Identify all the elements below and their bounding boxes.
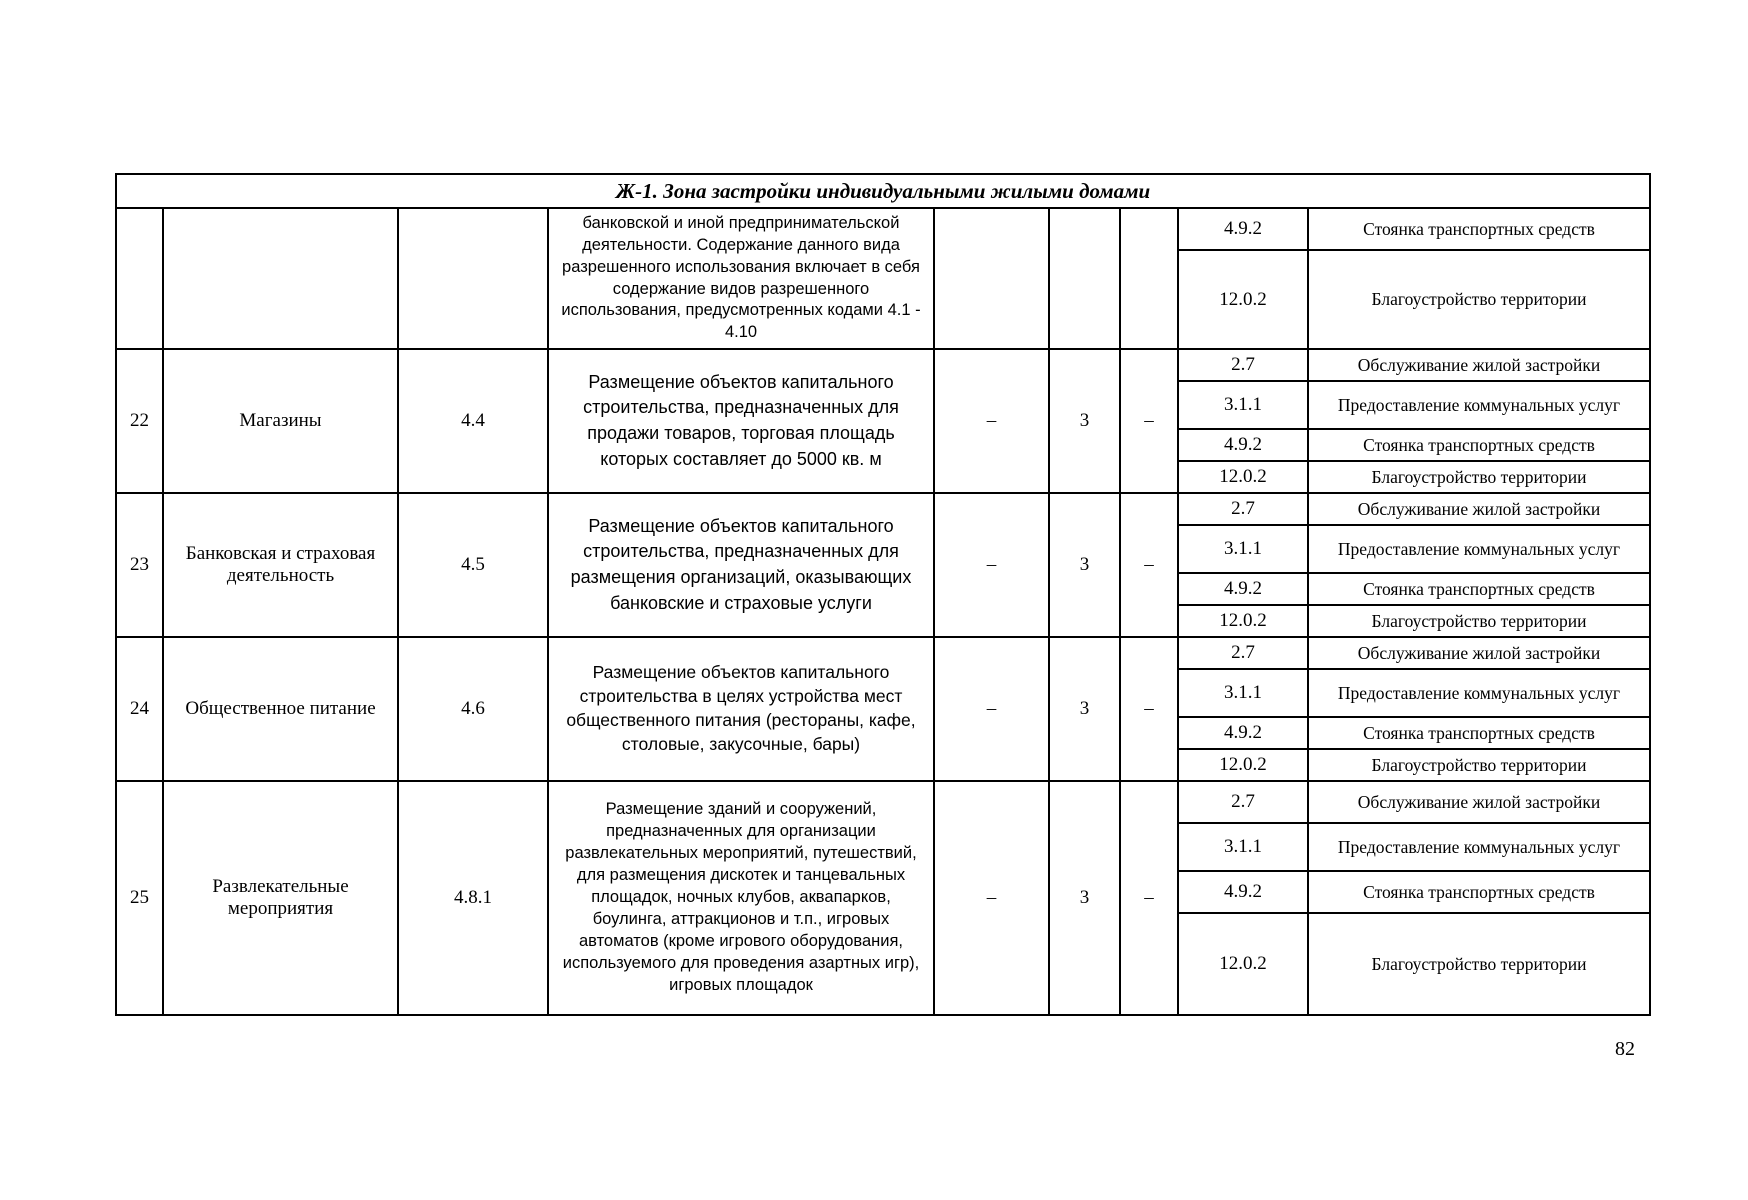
aux-use-code: 4.9.2 — [1178, 573, 1308, 605]
aux-use-code: 2.7 — [1178, 349, 1308, 381]
use-name: Магазины — [163, 349, 398, 493]
row-number — [116, 208, 163, 349]
table-row — [116, 349, 1650, 381]
page-number: 82 — [1615, 1038, 1635, 1060]
use-name — [163, 208, 398, 349]
aux-use-code: 3.1.1 — [1178, 525, 1308, 573]
use-code: 4.6 — [398, 637, 548, 781]
aux-use-name: Благоустройство территории — [1308, 605, 1650, 637]
aux-use-code: 12.0.2 — [1178, 913, 1308, 1015]
row-number: 25 — [116, 781, 163, 1015]
aux-use-code: 12.0.2 — [1178, 749, 1308, 781]
use-code: 4.8.1 — [398, 781, 548, 1015]
aux-use-code: 12.0.2 — [1178, 605, 1308, 637]
zone-table — [115, 173, 1651, 1016]
param-2: 3 — [1049, 781, 1120, 1015]
aux-use-name: Обслуживание жилой застройки — [1308, 493, 1650, 525]
use-description: Размещение объектов капитального строительства, предназначенных для размещения организаций, оказывающих банковские и страховые услуги — [548, 493, 934, 637]
aux-use-name: Предоставление коммунальных услуг — [1308, 525, 1650, 573]
aux-use-code: 12.0.2 — [1178, 461, 1308, 493]
use-description: банковской и иной предпринимательской деятельности. Содержание данного вида разрешенного использования включает в себя содержание видов разрешенного использования, предусмотренных кодами 4.1 - 4.10 — [548, 208, 934, 349]
param-2: 3 — [1049, 493, 1120, 637]
aux-use-name: Благоустройство территории — [1308, 749, 1650, 781]
param-2: 3 — [1049, 349, 1120, 493]
aux-use-code: 4.9.2 — [1178, 429, 1308, 461]
use-code — [398, 208, 548, 349]
aux-use-name: Стоянка транспортных средств — [1308, 717, 1650, 749]
aux-use-name: Благоустройство территории — [1308, 913, 1650, 1015]
table-title: Ж-1. Зона застройки индивидуальными жилыми домами — [116, 174, 1650, 208]
param-3: – — [1120, 781, 1178, 1015]
aux-use-name: Стоянка транспортных средств — [1308, 208, 1650, 250]
param-3 — [1120, 208, 1178, 349]
aux-use-code: 3.1.1 — [1178, 823, 1308, 871]
param-3: – — [1120, 493, 1178, 637]
use-name: Развлекательные мероприятия — [163, 781, 398, 1015]
row-number: 22 — [116, 349, 163, 493]
aux-use-code: 4.9.2 — [1178, 717, 1308, 749]
param-1: – — [934, 781, 1049, 1015]
aux-use-name: Стоянка транспортных средств — [1308, 429, 1650, 461]
row-number: 24 — [116, 637, 163, 781]
param-1: – — [934, 349, 1049, 493]
param-1 — [934, 208, 1049, 349]
param-2: 3 — [1049, 637, 1120, 781]
param-1: – — [934, 493, 1049, 637]
aux-use-name: Благоустройство территории — [1308, 250, 1650, 349]
table-row — [116, 781, 1650, 823]
aux-use-name: Предоставление коммунальных услуг — [1308, 823, 1650, 871]
use-description: Размещение объектов капитального строительства, предназначенных для продажи товаров, торговая площадь которых составляет до 5000 кв. м — [548, 349, 934, 493]
table-row — [116, 493, 1650, 525]
table-row — [116, 637, 1650, 669]
aux-use-code: 2.7 — [1178, 781, 1308, 823]
aux-use-code: 12.0.2 — [1178, 250, 1308, 349]
use-code: 4.5 — [398, 493, 548, 637]
use-code: 4.4 — [398, 349, 548, 493]
aux-use-name: Обслуживание жилой застройки — [1308, 349, 1650, 381]
use-name: Общественное питание — [163, 637, 398, 781]
aux-use-name: Стоянка транспортных средств — [1308, 871, 1650, 913]
aux-use-name: Предоставление коммунальных услуг — [1308, 669, 1650, 717]
aux-use-name: Обслуживание жилой застройки — [1308, 637, 1650, 669]
use-name: Банковская и страховая деятельность — [163, 493, 398, 637]
row-number: 23 — [116, 493, 163, 637]
use-description: Размещение зданий и сооружений, предназначенных для организации развлекательных мероприятий, путешествий, для размещения дискотек и танцевальных площадок, ночных клубов, аквапарков, боулинга, аттракционов и т.п., игровых автоматов (кроме игрового оборудования, используемого для проведения азартных игр), игровых площадок — [548, 781, 934, 1015]
param-3: – — [1120, 637, 1178, 781]
param-1: – — [934, 637, 1049, 781]
aux-use-name: Обслуживание жилой застройки — [1308, 781, 1650, 823]
aux-use-code: 4.9.2 — [1178, 208, 1308, 250]
use-description: Размещение объектов капитального строительства в целях устройства мест общественного питания (рестораны, кафе, столовые, закусочные, бары) — [548, 637, 934, 781]
aux-use-code: 3.1.1 — [1178, 669, 1308, 717]
aux-use-code: 4.9.2 — [1178, 871, 1308, 913]
aux-use-code: 3.1.1 — [1178, 381, 1308, 429]
aux-use-name: Благоустройство территории — [1308, 461, 1650, 493]
aux-use-name: Стоянка транспортных средств — [1308, 573, 1650, 605]
param-3: – — [1120, 349, 1178, 493]
aux-use-name: Предоставление коммунальных услуг — [1308, 381, 1650, 429]
aux-use-code: 2.7 — [1178, 493, 1308, 525]
param-2 — [1049, 208, 1120, 349]
aux-use-code: 2.7 — [1178, 637, 1308, 669]
